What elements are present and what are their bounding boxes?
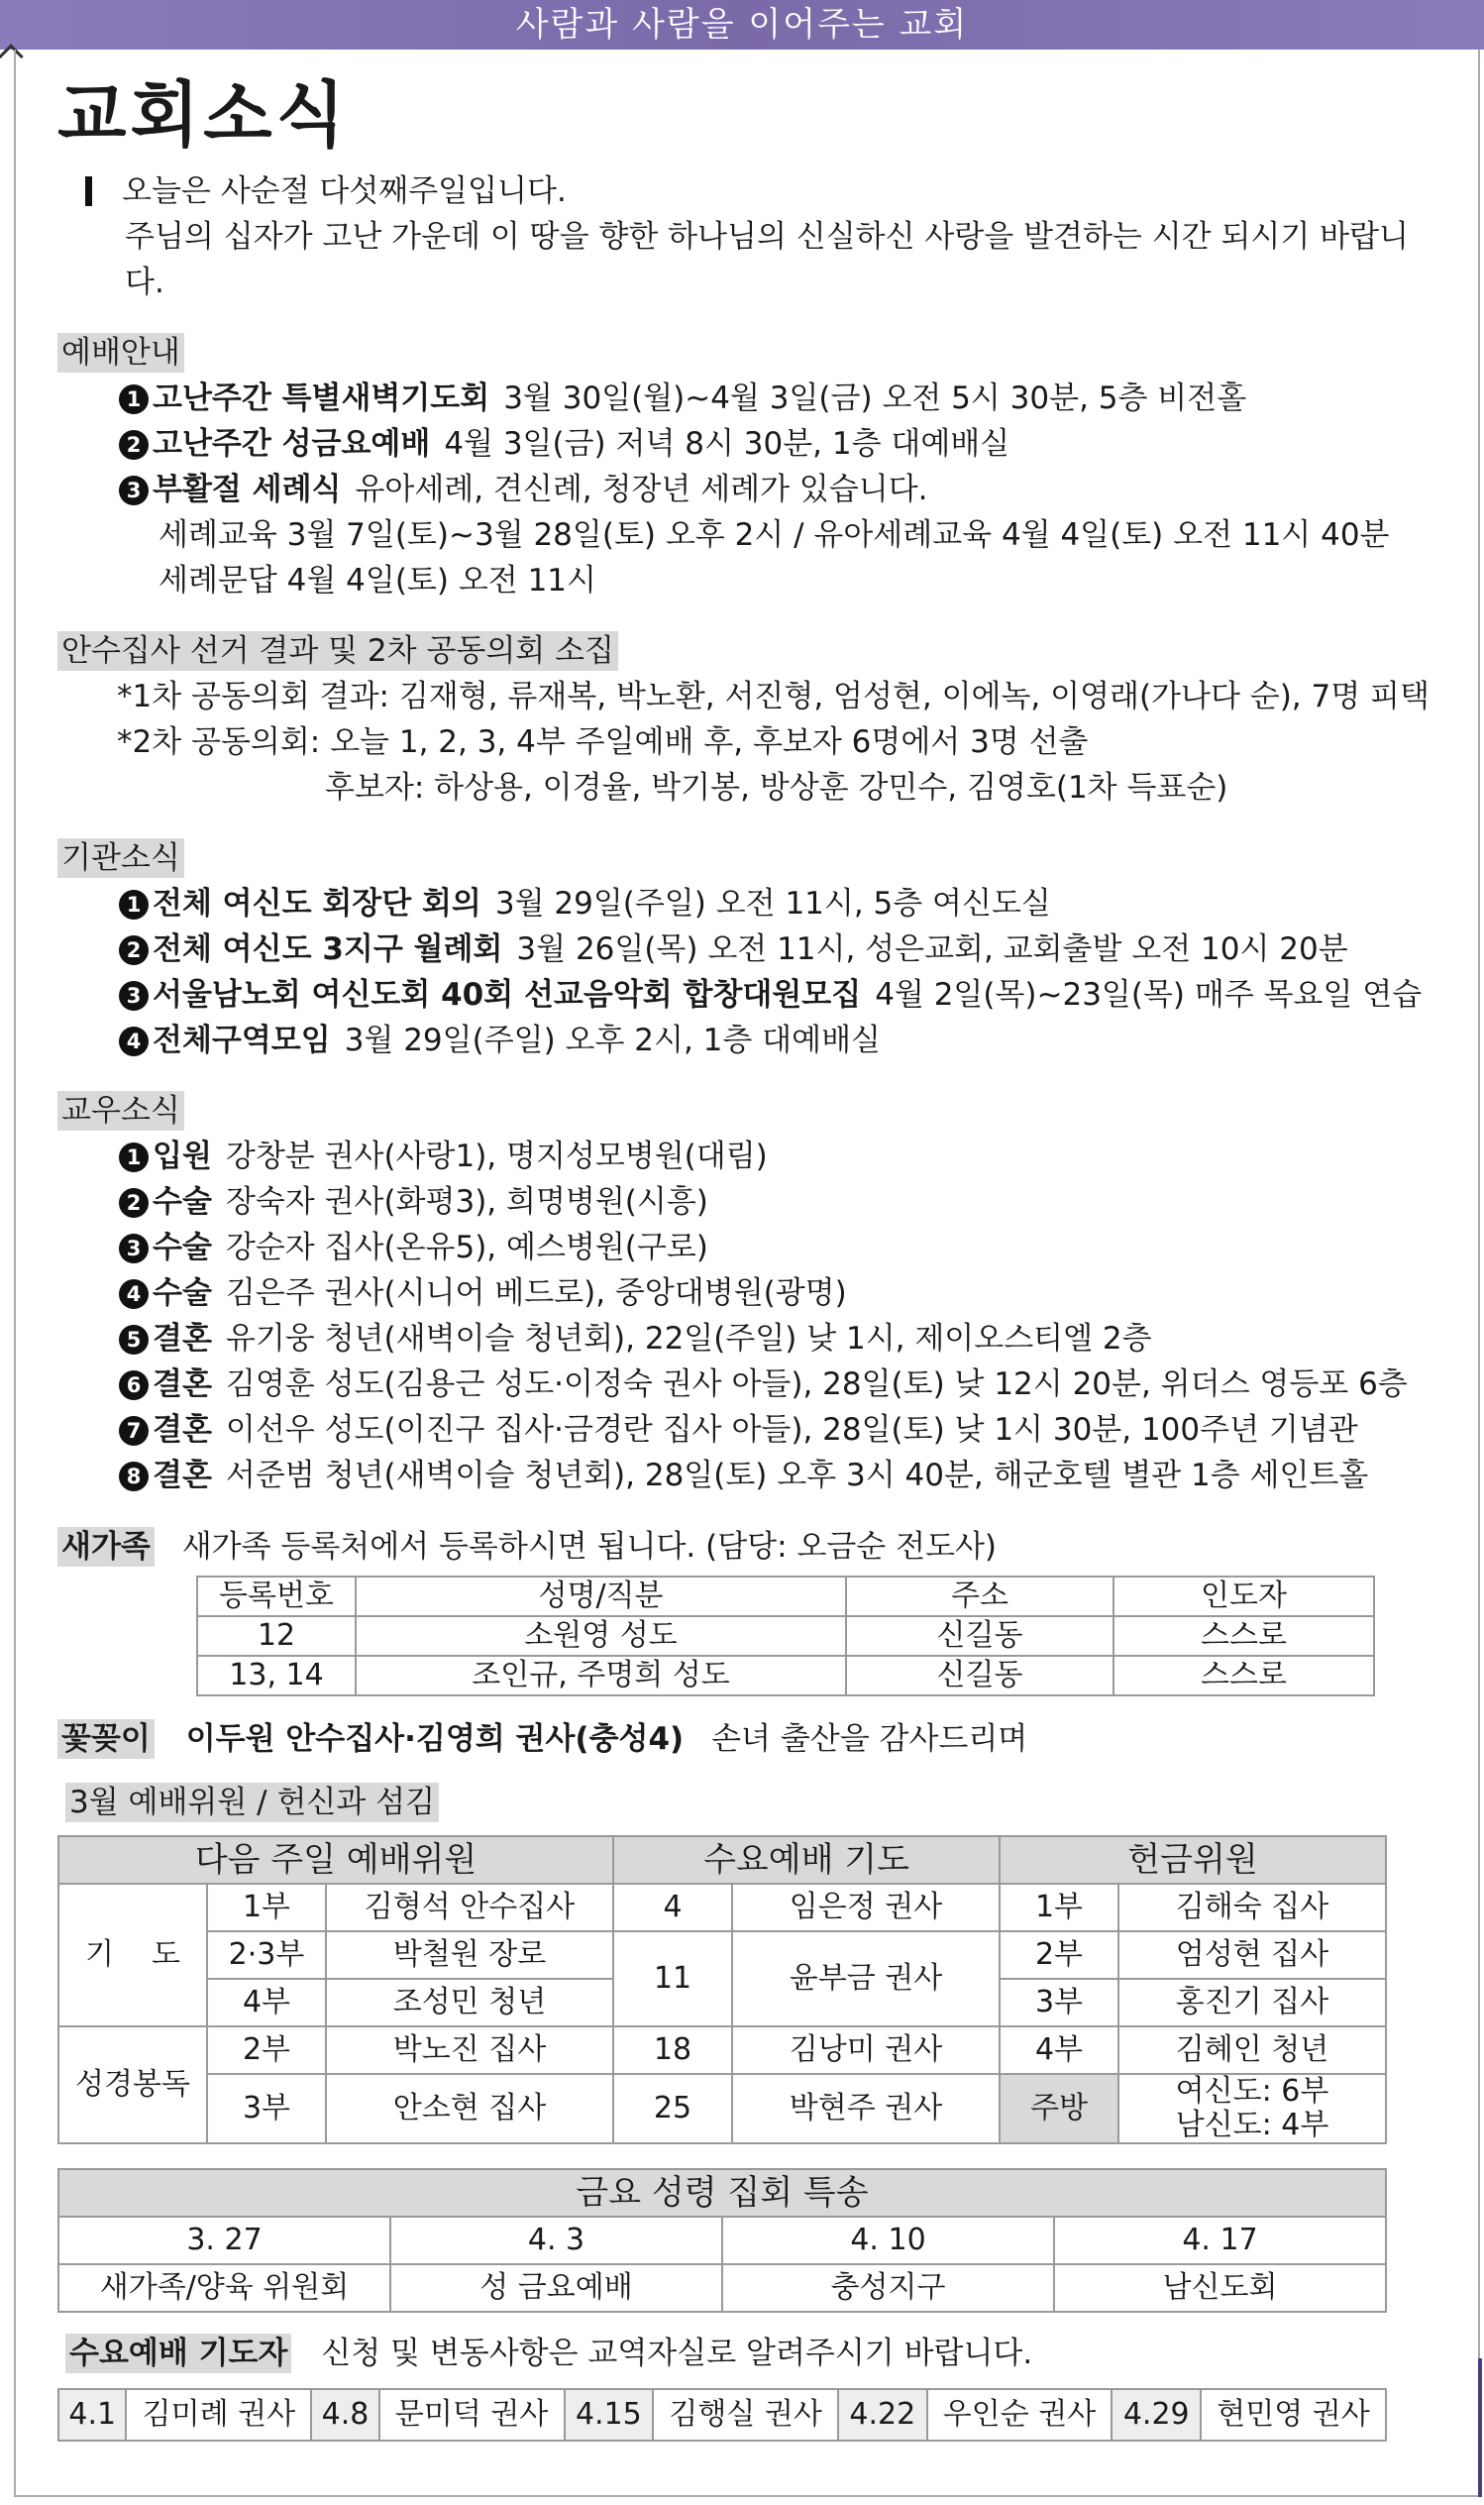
number-badge-icon: 7 [119,1416,149,1446]
top-banner: 사람과 사람을 이어주는 교회 [0,0,1484,50]
name-cell: 홍진기 집사 [1118,1979,1386,2026]
group-cell: 남신도회 [1054,2264,1386,2312]
main-content [57,168,1444,2442]
table-row [58,1931,1386,1979]
item-text: 3월 26일(목) 오전 11시, 성은교회, 교회출발 오전 10시 20분 [516,931,1348,967]
wed-prayer-table [57,2388,1387,2442]
table-cell: 조인규, 주명희 성도 [356,1656,846,1695]
number-badge-icon: 4 [119,1027,149,1056]
item-text: 김영훈 성도(김용근 성도·이정숙 권사 아들), 28일(토) 낮 12시 20분, 위더스 영등포 6층 [225,1366,1408,1402]
kitchen-cell [1118,2074,1386,2143]
item-label: 결혼 [153,1412,212,1448]
name-cell: 안소현 집사 [326,2074,613,2143]
kitchen-line: 여신도: 6부 [1175,2074,1329,2109]
table-row [197,1616,1374,1656]
kitchen-label: 주방 [1000,2074,1118,2143]
wed-name-cell: 윤부금 권사 [732,1931,1000,2026]
name-cell: 우인순 권사 [927,2389,1113,2441]
name-cell: 조성민 청년 [326,1979,613,2026]
item-label: 서울남노회 여신도회 40회 선교음악회 합창대원모집 [153,977,862,1013]
march-heading: 3월 예배위원 / 헌신과 섬김 [65,1783,439,1822]
name-cell: 김형석 안수집사 [326,1884,613,1931]
part-cell: 3부 [207,2074,326,2143]
number-badge-icon: 6 [119,1370,149,1400]
wed-name-cell: 임은정 권사 [732,1884,1000,1931]
worship-item [119,376,1444,421]
group-cell: 충성지구 [722,2264,1054,2312]
date-cell: 4. 10 [722,2217,1054,2264]
table-row [58,2026,1386,2074]
column-header: 등록번호 [197,1577,356,1616]
number-badge-icon: 2 [119,430,149,460]
item-label: 수술 [153,1275,212,1311]
newfamily-line [57,1524,1444,1570]
side-accent-line [1478,2358,1482,2497]
date-cell: 4.29 [1112,2389,1201,2441]
item-label: 전체 여신도 3지구 월례회 [153,931,503,967]
date-cell: 3. 27 [58,2217,390,2264]
member-item [119,1316,1444,1361]
item-text: 서준범 청년(새벽이슬 청년회), 28일(토) 오후 3시 40분, 해군호텔 별관 1층 세인트홀 [225,1458,1369,1493]
intro-title: 오늘은 사순절 다섯째주일입니다. [122,173,567,209]
date-cell: 4.1 [58,2389,126,2441]
wed-date-cell: 11 [613,1931,732,2026]
table-row [58,1884,1386,1931]
column-header: 성명/직분 [356,1577,846,1616]
name-cell: 문미덕 권사 [379,2389,565,2441]
org-item [119,881,1444,926]
table-header-row [58,2169,1386,2217]
org-item [119,972,1444,1018]
item-text: 유기웅 청년(새벽이슬 청년회), 22일(주일) 낮 1시, 제이오스티엘 2층 [225,1321,1152,1357]
table-cell: 신길동 [846,1616,1113,1656]
worship-item [119,467,1444,512]
part-cell: 4부 [1000,2026,1118,2074]
table-header-row [197,1577,1374,1616]
wed-prayer-text: 신청 및 변동사항은 교역자실로 알려주시기 바랍니다. [321,2336,1033,2371]
number-badge-icon: 2 [119,1188,149,1218]
friday-table [57,2168,1387,2313]
members-heading: 교우소식 [57,1091,184,1131]
wed-date-cell: 18 [613,2026,732,2074]
item-label: 결혼 [153,1321,212,1357]
column-header: 주소 [846,1577,1113,1616]
table-cell: 신길동 [846,1656,1113,1695]
election-heading: 안수집사 선거 결과 및 2차 공동의회 소집 [57,631,618,671]
baptism-interview: 세례문답 4월 4일(토) 오전 11시 [159,563,596,599]
item-label: 결혼 [153,1458,212,1493]
wed-prayer-line [65,2331,1444,2376]
election-line: *2차 공동의회: 오늘 1, 2, 3, 4부 주일예배 후, 후보자 6명에서 3명 선출 [117,724,1089,760]
name-cell: 김미례 권사 [126,2389,311,2441]
wed-name-cell: 박현주 권사 [732,2074,1000,2143]
member-item [119,1179,1444,1225]
bible-label: 성경봉독 [58,2026,207,2143]
wed-prayer-heading: 수요예배 기도자 [65,2334,291,2373]
item-label: 전체구역모임 [153,1023,331,1058]
number-badge-icon: 8 [119,1462,149,1491]
item-label: 입원 [153,1139,212,1174]
march-line [65,1780,1444,1825]
name-cell: 박철원 장로 [326,1931,613,1979]
worship-heading: 예배안내 [57,333,184,373]
date-cell: 4.22 [838,2389,927,2441]
election-line: *1차 공동의회 결과: 김재형, 류재복, 박노환, 서진형, 엄성현, 이에녹, 이영래(가나다 순), 7명 피택 [117,679,1430,714]
item-text: 강창분 권사(사랑1), 명지성모병원(대림) [225,1139,768,1174]
friday-heading: 금요 성령 집회 특송 [58,2169,1386,2217]
number-badge-icon: 4 [119,1279,149,1309]
column-header: 다음 주일 예배위원 [58,1836,613,1884]
org-item [119,926,1444,972]
newfamily-heading: 새가족 [57,1527,155,1567]
name-cell: 김해숙 집사 [1118,1884,1386,1931]
number-badge-icon: 3 [119,1234,149,1263]
part-cell: 3부 [1000,1979,1118,2026]
number-badge-icon: 5 [119,1325,149,1355]
number-badge-icon: 1 [119,1143,149,1172]
item-text: 장숙자 권사(화평3), 희명병원(시흥) [225,1184,708,1220]
item-text: 3월 29일(주일) 오전 11시, 5층 여신도실 [494,886,1051,922]
date-cell: 4. 17 [1054,2217,1386,2264]
group-cell: 성 금요예배 [390,2264,722,2312]
kitchen-line: 남신도: 4부 [1175,2108,1329,2142]
wed-date-cell: 4 [613,1884,732,1931]
item-text: 3월 29일(주일) 오후 2시, 1층 대예배실 [344,1023,881,1058]
name-cell: 엄성현 집사 [1118,1931,1386,1979]
part-cell: 4부 [207,1979,326,2026]
part-cell: 2부 [1000,1931,1118,1979]
member-item [119,1134,1444,1179]
table-cell: 12 [197,1616,356,1656]
table-row [58,2389,1386,2441]
member-item [119,1407,1444,1453]
table-row [58,2217,1386,2264]
date-cell: 4.8 [311,2389,378,2441]
member-item [119,1225,1444,1270]
item-label: 고난주간 성금요예배 [153,426,431,462]
table-cell: 13, 14 [197,1656,356,1695]
page-title: 교회소식 [57,73,350,157]
item-text: 김은주 권사(시니어 베드로), 중앙대병원(광명) [225,1275,847,1311]
number-badge-icon: 3 [119,476,149,505]
org-item [119,1018,1444,1063]
table-row [58,2264,1386,2312]
member-item [119,1270,1444,1316]
date-cell: 4.15 [565,2389,654,2441]
group-cell: 새가족/양육 위원회 [58,2264,390,2312]
org-heading: 기관소식 [57,838,184,878]
item-text: 4월 2일(목)~23일(목) 매주 목요일 연습 [875,977,1423,1013]
item-label: 전체 여신도 회장단 회의 [153,886,481,922]
table-header-row [58,1836,1386,1884]
election-candidates: 후보자: 하상용, 이경율, 박기봉, 방상훈 강민수, 김영호(1차 득표순) [325,770,1228,806]
table-cell: 스스로 [1113,1616,1374,1656]
part-cell: 2·3부 [207,1931,326,1979]
part-cell: 1부 [207,1884,326,1931]
item-label: 수술 [153,1230,212,1265]
column-header: 인도자 [1113,1577,1374,1616]
part-cell: 1부 [1000,1884,1118,1931]
part-cell: 2부 [207,2026,326,2074]
date-cell: 4. 3 [390,2217,722,2264]
name-cell: 김혜인 청년 [1118,2026,1386,2074]
intro-line [85,168,1444,214]
item-label: 고난주간 특별새벽기도회 [153,381,490,416]
number-badge-icon: 3 [119,981,149,1011]
member-item [119,1453,1444,1498]
column-header: 헌금위원 [1000,1836,1386,1884]
prayer-label: 기 도 [58,1884,207,2026]
newfamily-table [196,1576,1375,1696]
number-badge-icon: 1 [119,384,149,414]
item-label: 부활절 세례식 [153,472,342,507]
item-text: 유아세례, 견신례, 청장년 세례가 있습니다. [355,472,928,507]
number-badge-icon: 2 [119,935,149,965]
intro-bar-icon [85,176,92,206]
worship-item [119,421,1444,467]
item-text: 4월 3일(금) 저녁 8시 30분, 1층 대예배실 [444,426,1010,462]
march-table [57,1835,1387,2144]
name-cell: 현민영 권사 [1201,2389,1386,2441]
intro-text: 주님의 십자가 고난 가운데 이 땅을 향한 하나님의 신실하신 사랑을 발견하는 시간 되시기 바랍니다. [125,219,1409,300]
newfamily-text: 새가족 등록처에서 등록하시면 됩니다. (담당: 오금순 전도사) [181,1529,998,1565]
flower-names: 이두원 안수집사·김영희 권사(충성4) [185,1721,685,1757]
name-cell: 김행실 권사 [653,2389,838,2441]
table-cell: 스스로 [1113,1656,1374,1695]
item-text: 강순자 집사(온유5), 예스병원(구로) [225,1230,708,1265]
column-header: 수요예배 기도 [613,1836,1000,1884]
flower-text: 손녀 출산을 감사드리며 [711,1721,1028,1757]
name-cell: 박노진 집사 [326,2026,613,2074]
wed-name-cell: 김낭미 권사 [732,2026,1000,2074]
item-text: 3월 30일(월)~4월 3일(금) 오전 5시 30분, 5층 비전홀 [503,381,1247,416]
table-cell: 소원영 성도 [356,1616,846,1656]
item-label: 결혼 [153,1366,212,1402]
number-badge-icon: 1 [119,890,149,920]
flower-heading: 꽃꽂이 [57,1719,155,1759]
table-row [197,1656,1374,1695]
flower-line [57,1716,1444,1762]
item-text: 이선우 성도(이진구 집사·금경란 집사 아들), 28일(토) 낮 1시 30분, 100주년 기념관 [225,1412,1358,1448]
wed-date-cell: 25 [613,2074,732,2143]
baptism-education: 세례교육 3월 7일(토)~3월 28일(토) 오후 2시 / 유아세례교육 4월 4일(토) 오전 11시 40분 [159,517,1390,553]
table-row [58,2074,1386,2143]
member-item [119,1361,1444,1407]
item-label: 수술 [153,1184,212,1220]
